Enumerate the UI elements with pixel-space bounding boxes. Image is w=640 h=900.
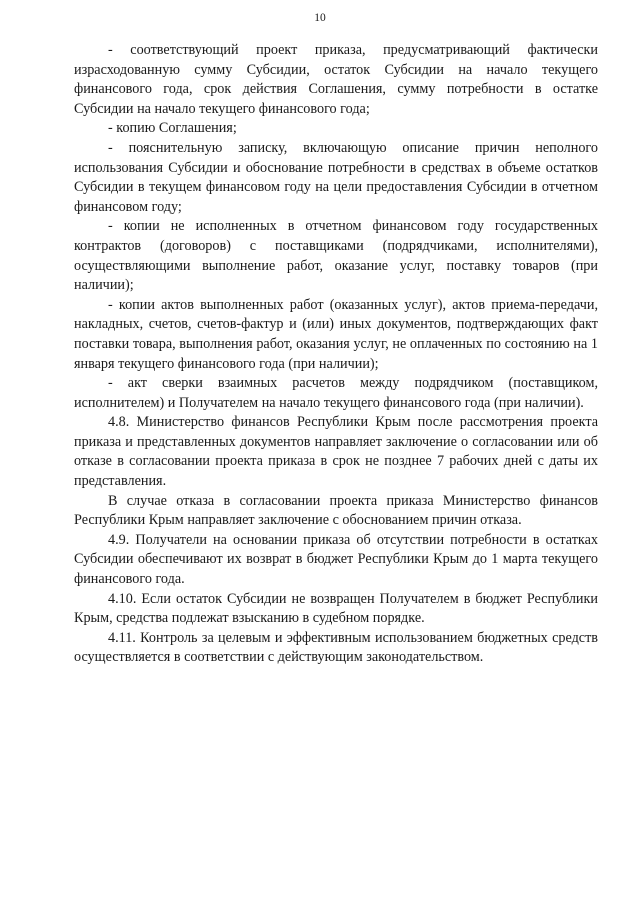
section-4-8-refusal: В случае отказа в согласовании проекта приказа Министерство финансов Республики Крым направляет заключение с обоснованием причин отказа. xyxy=(74,492,598,529)
section-4-10: 4.10. Если остаток Субсидии не возвращен Получателем в бюджет Республики Крым, средства подлежат взысканию в судебном порядке. xyxy=(74,590,598,627)
document-body xyxy=(74,41,598,668)
section-4-8: 4.8. Министерство финансов Республики Крым после рассмотрения проекта приказа и представленных документов направляет заключение о согласовании или об отказе в согласовании проекта приказа в срок не позднее 7 рабочих дней с даты их представления. xyxy=(74,414,598,490)
list-item-agreement-copy: - копию Соглашения; xyxy=(108,120,237,137)
list-item-draft-order: - соответствующий проект приказа, предусматривающий фактически израсходованную сумму Субсидии, остаток Субсидии на начало текущего финансового года, срок действия Соглашения, сумму потребности в остатке Субсидии на начало текущего финансового года; xyxy=(74,42,598,117)
list-item-reconciliation-act: - акт сверки взаимных расчетов между подрядчиком (поставщиком, исполнителем) и Получателем на начало текущего финансового года (при наличии). xyxy=(74,375,598,411)
list-item-acts-copies: - копии актов выполненных работ (оказанных услуг), актов приема-передачи, накладных, счетов, счетов-фактур и (или) иных документов, подтверждающих факт поставки товара, выполнения работ, оказания услуг, не оплаченных по состоянию на 1 января текущего финансового года (при наличии); xyxy=(74,296,598,372)
section-4-11: 4.11. Контроль за целевым и эффективным использованием бюджетных средств осуществляется в соответствии с действующим законодательством. xyxy=(74,629,598,666)
list-item-contract-copies: - копии не исполненных в отчетном финансовом году государственных контрактов (договоров) с поставщиками (подрядчиками, исполнителями), осуществляющими выполнение работ, оказание услуг, поставку товаров (при наличии); xyxy=(74,218,598,294)
list-item-explanatory-note: - пояснительную записку, включающую описание причин неполного использования Субсидии и обоснование потребности в средствах в объеме остатков Субсидии в текущем финансовом году на цели предоставления Субсидии в отчетном финансовом году; xyxy=(74,139,598,215)
page-number: 10 xyxy=(314,12,326,24)
section-4-9: 4.9. Получатели на основании приказа об отсутствии потребности в остатках Субсидии обеспечивают их возврат в бюджет Республики Крым до 1 марта текущего финансового года. xyxy=(74,531,598,588)
